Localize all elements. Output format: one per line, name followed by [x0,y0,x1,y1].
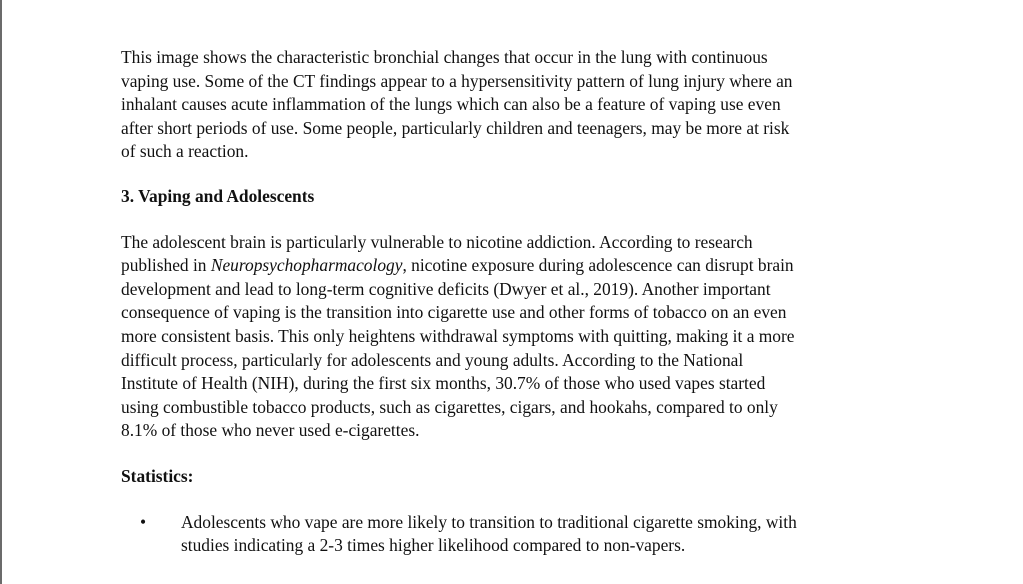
section-heading-vaping-adolescents: 3. Vaping and Adolescents [121,185,315,206]
statistics-heading: Statistics: [121,465,194,486]
text-fragment: published in [121,255,211,276]
list-item [121,511,903,558]
adolescents-paragraph [121,231,903,443]
page-left-border [0,0,2,584]
text-line [121,254,903,278]
text-line: difficult process, particularly for adolescents and young adults. According to the National [121,349,744,370]
journal-title: Neuropsychopharmacology [210,255,403,276]
text-line: inhalant causes acute inflammation of the lungs which can also be a feature of vaping use even [121,94,781,115]
statistics-list [121,511,903,558]
text-line: This image shows the characteristic bronchial changes that occur in the lung with continuous [121,47,768,67]
text-line: consequence of vaping is the transition into cigarette use and other forms of tobacco on an even [121,302,787,323]
text-line: more consistent basis. This only heightens withdrawal symptoms with quitting, making it a more [121,325,795,346]
intro-paragraph [121,46,903,164]
text-line: development and lead to long-term cognitive deficits (Dwyer et al., 2019). Another important [121,278,771,299]
text-line: after short periods of use. Some people, particularly children and teenagers, may be more at risk [121,117,790,138]
text-line: vaping use. Some of the CT findings appear to a hypersensitivity pattern of lung injury where an [121,70,793,91]
document-page [121,46,903,558]
text-line: studies indicating a 2-3 times higher likelihood compared to non-vapers. [181,535,686,556]
text-line: The adolescent brain is particularly vulnerable to nicotine addiction. According to research [121,231,753,252]
text-line: of such a reaction. [121,141,249,162]
text-fragment: , nicotine exposure during adolescence can disrupt brain [402,255,794,276]
text-line: using combustible tobacco products, such as cigarettes, cigars, and hookahs, compared to only [121,396,778,417]
text-line: Institute of Health (NIH), during the first six months, 30.7% of those who used vapes started [121,373,766,394]
bullet-icon: • [140,511,147,532]
text-line: Adolescents who vape are more likely to transition to traditional cigarette smoking, with [181,511,797,532]
text-line: 8.1% of those who never used e-cigarettes. [121,420,420,441]
